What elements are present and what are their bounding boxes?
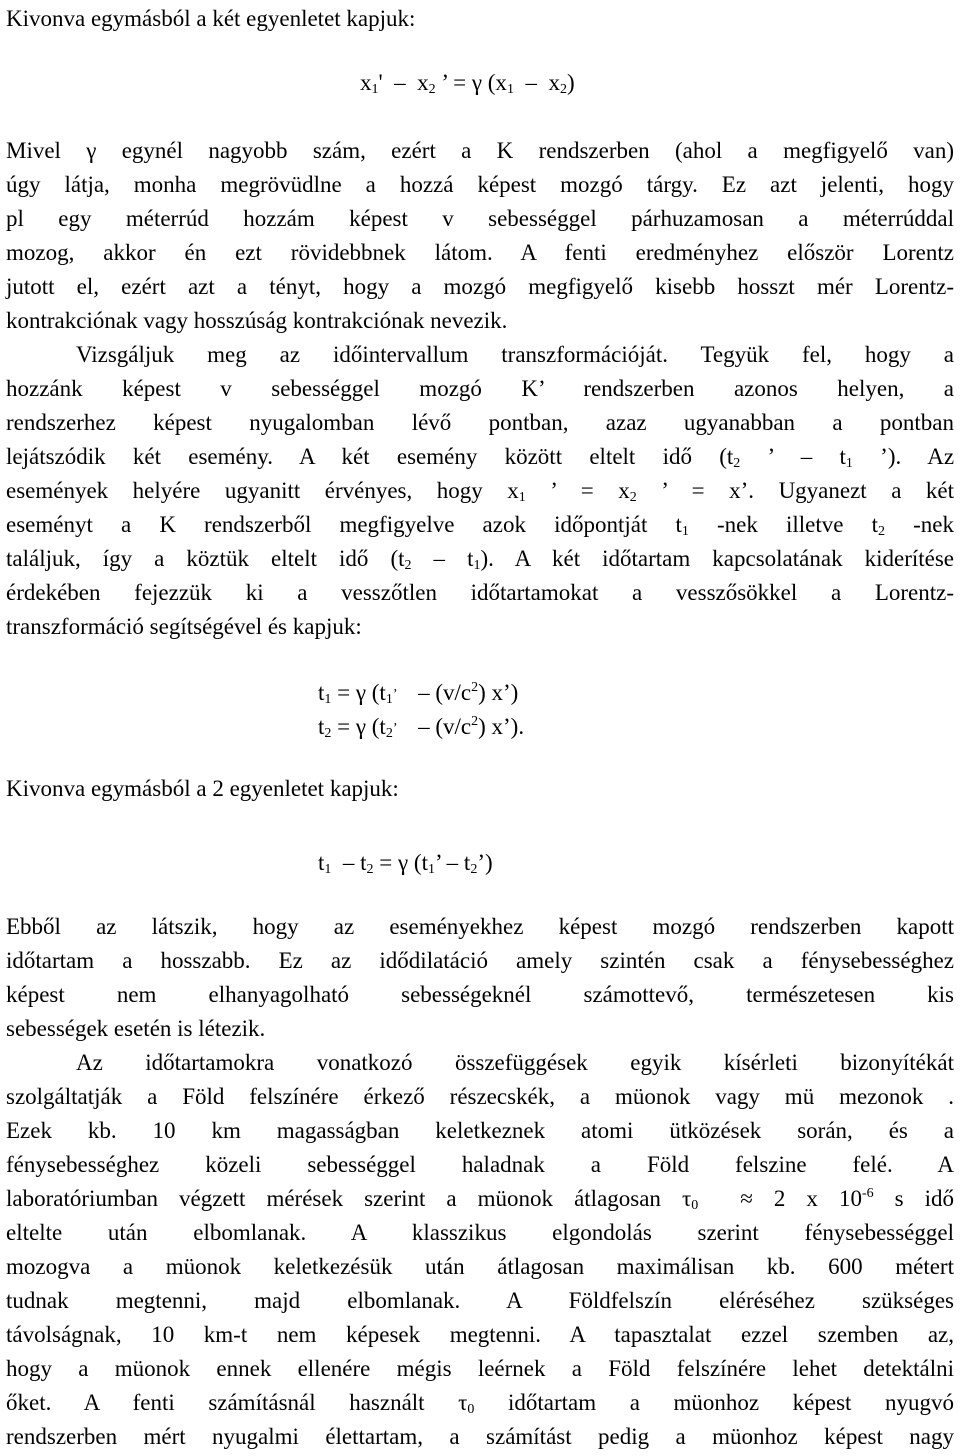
eq-term: t [318, 714, 325, 739]
paragraph-line: Ezek kb. 10 km magasságban keletkeznek atomi ütközések során, és a [6, 1118, 954, 1143]
text-run: ≈ 2 x 10 [740, 1186, 862, 1211]
eq-term: ’ – t [434, 850, 471, 875]
subscript: 0 [691, 1198, 699, 1213]
eq-term: t [318, 680, 325, 705]
paragraph-line: hogy a müonok ennek ellenére mégis leérnek a Föld felszínére lehet detektálni [6, 1356, 954, 1381]
paragraph-line: képest nem elhanyagolható sebességeknél számottevő, természetesen kis [6, 982, 954, 1007]
eq-term: x [548, 70, 560, 95]
text-run: ’ = x’. Ugyanezt a két [661, 478, 955, 503]
paragraph-line: rendszerben mért nyugalmi élettartam, a számítást pedig a müonhoz képest nagy [6, 1424, 954, 1449]
subscript: 2 [733, 456, 741, 471]
eq-prime: ’ [392, 721, 398, 736]
subscript: 1 [845, 456, 853, 471]
text-run: ’). Az [880, 444, 955, 469]
eq-subscript: 2 [385, 726, 393, 741]
text-run: eseményt a K rendszerből megfigyelve azok időpontját t [6, 512, 682, 537]
eq-subscript: 1 [371, 82, 379, 97]
paragraph-line: úgy látja, monha megrövüdlne a hozzá képest mozgó tárgy. Ez azt jelenti, hogy [6, 172, 954, 197]
eq-term: – (v/c [418, 714, 472, 739]
text-run: -nek [913, 512, 954, 537]
paragraph-line: mozog, akkor én ezt rövidebbnek látom. A fenti eredményhez először Lorentz [6, 240, 954, 265]
eq-subscript: 1 [427, 862, 435, 877]
eq-subscript: 2 [559, 82, 567, 97]
eq-superscript: 2 [471, 714, 479, 729]
paragraph-line [6, 542, 954, 576]
eq-subscript: 2 [428, 82, 436, 97]
eq-term: ’) [477, 850, 493, 875]
equation-time-difference [318, 846, 493, 880]
eq-prime: ' [378, 70, 383, 95]
subscript: 2 [629, 490, 637, 505]
subscript: 2 [404, 558, 412, 573]
text-run: lejátszódik két esemény. A két esemény között eltelt idő (t [6, 444, 734, 469]
paragraph-line: távolságnak, 10 km-t nem képesek megtenni. A tapasztalat ezzel szemben az, [6, 1322, 954, 1347]
text-run: ’ = x [550, 478, 630, 503]
equation-t1 [318, 676, 518, 710]
eq-subscript: 1 [324, 862, 332, 877]
paragraph-line [6, 508, 954, 542]
eq-term: ) x’). [478, 714, 525, 739]
paragraph-line: hozzánk képest v sebességgel mozgó K’ rendszerben azonos helyen, a [6, 376, 954, 401]
intro-line: Kivonva egymásból a két egyenletet kapjuk: [6, 6, 416, 31]
text-run: találjuk, így a köztük eltelt idő (t [6, 546, 405, 571]
eq-term: = γ (t [337, 680, 386, 705]
subscript: 2 [878, 524, 885, 539]
paragraph-line [6, 1182, 954, 1216]
eq-term: = γ (t [337, 714, 386, 739]
paragraph-line: érdekében fejezzük ki a vesszőtlen időtartamokat a vesszősökkel a Lorentz- [6, 580, 954, 605]
subscript: 1 [518, 490, 526, 505]
text-run: -nek illetve t [717, 512, 878, 537]
eq-superscript: 2 [471, 680, 479, 695]
paragraph-line: transzformáció segítségével és kapjuk: [6, 614, 362, 639]
eq-term: (x [487, 70, 507, 95]
paragraph-line: Az időtartamokra vonatkozó összefüggések egyik kísérleti bizonyítékát [76, 1050, 954, 1075]
text-run: laboratóriumban végzett mérések szerint a müonok átlagosan τ [6, 1186, 692, 1211]
paragraph-line: Vizsgáljuk meg az időintervallum transzformációját. Tegyük fel, hogy a [76, 342, 954, 367]
eq-term: x [360, 70, 372, 95]
subscript: 1 [681, 524, 689, 539]
paragraph-line: pl egy méterrúd hozzám képest v sebességgel párhuzamosan a méterrúddal [6, 206, 954, 231]
paragraph-line: tudnak megtenni, majd elbomlanak. A Földfelszín eléréséhez szükséges [6, 1288, 954, 1313]
eq-operator: – [394, 70, 406, 95]
eq-term: ) [566, 70, 575, 95]
eq-subscript: 2 [324, 726, 332, 741]
text-run: események helyére ugyanitt érvényes, hogy x [6, 478, 519, 503]
eq-subscript: 1 [506, 82, 514, 97]
paragraph-line: Mivel γ egynél nagyobb szám, ezért a K rendszerben (ahol a megfigyelő van) [6, 138, 954, 163]
paragraph-line: jutott el, ezért azt a tényt, hogy a mozgó megfigyelő kisebb hosszt mér Lorentz- [6, 274, 954, 299]
eq-term: x [417, 70, 429, 95]
eq-term: – t [342, 850, 367, 875]
eq-term: = γ (t [379, 850, 428, 875]
paragraph-line: eltelte után elbomlanak. A klasszikus elgondolás szerint fénysebességgel [6, 1220, 954, 1245]
eq-operator: = [453, 70, 467, 95]
eq-subscript: 1 [385, 692, 393, 707]
eq-term: ) x’) [478, 680, 519, 705]
subscript: 1 [473, 558, 481, 573]
text-run: ’ – t [767, 444, 846, 469]
equation-t2 [318, 710, 524, 744]
eq-subscript: 2 [470, 862, 478, 877]
paragraph-line: mozogva a müonok keletkezésük után átlagosan maximálisan kb. 600 métert [6, 1254, 954, 1279]
paragraph-line [6, 1386, 954, 1420]
paragraph-line: szolgáltatják a Föld felszínére érkező részecskék, a müonok vagy mü mezonok . [6, 1084, 954, 1109]
paragraph-line: Ebből az látszik, hogy az eseményekhez képest mozgó rendszerben kapott [6, 914, 954, 939]
text-run: őket. A fenti számításnál használt τ [6, 1390, 468, 1415]
paragraph-line: rendszerhez képest nyugalomban lévő pontban, azaz ugyanabban a pontban [6, 410, 954, 435]
paragraph-line [6, 440, 954, 474]
superscript: -6 [861, 1186, 874, 1201]
eq-term: t [318, 850, 325, 875]
eq-subscript: 1 [324, 692, 332, 707]
paragraph-line: kontrakciónak vagy hosszúság kontrakciónak nevezik. [6, 308, 508, 333]
eq-subscript: 2 [366, 862, 374, 877]
eq-term: – (v/c [418, 680, 472, 705]
subscript: 0 [467, 1402, 475, 1417]
eq-prime: ’ [441, 70, 448, 95]
text-run: időtartam a müonhoz képest nyugvó [507, 1390, 955, 1415]
text-run: ). A két időtartam kapcsolatának kiderítése [480, 546, 955, 571]
intro-line-2: Kivonva egymásból a 2 egyenletet kapjuk: [6, 776, 399, 801]
equation-length-difference [360, 66, 575, 100]
text-run: s idő [894, 1186, 955, 1211]
paragraph-line [6, 474, 954, 508]
eq-prime: ’ [392, 687, 398, 702]
paragraph-line: időtartam a hosszabb. Ez az idődilatáció amely szintén csak a fénysebességhez [6, 948, 954, 973]
paragraph-line: fénysebességhez közeli sebességgel haladnak a Föld felszine felé. A [6, 1152, 954, 1177]
eq-operator: – [525, 70, 537, 95]
text-run: – t [433, 546, 474, 571]
paragraph-line: sebességek esetén is létezik. [6, 1016, 266, 1041]
eq-symbol: γ [471, 70, 483, 95]
